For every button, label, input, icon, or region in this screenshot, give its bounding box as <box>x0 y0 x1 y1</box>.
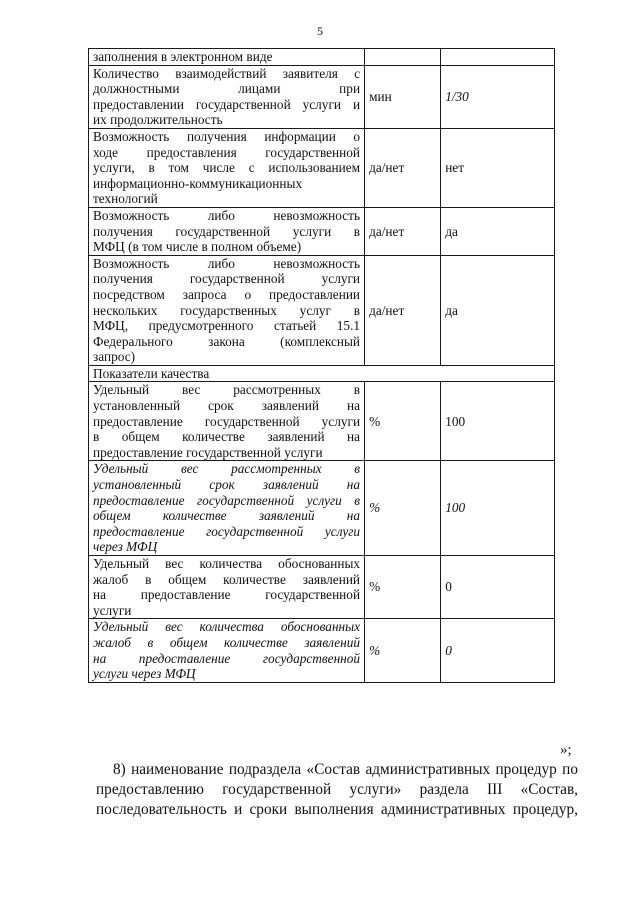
indicator-description-line: в общем количестве заявлений на <box>93 429 361 445</box>
indicator-description-cell <box>89 65 365 128</box>
indicator-unit-cell: % <box>365 556 441 619</box>
indicator-description-cell <box>89 49 365 66</box>
indicator-description-line: посредством запроса о предоставлении <box>93 286 361 302</box>
indicator-unit-cell: % <box>365 461 441 556</box>
indicator-description-line: запрос) <box>93 349 136 365</box>
table-row <box>89 128 555 207</box>
indicator-description-line: Возможность получения информации о <box>93 128 361 144</box>
page-number: 5 <box>317 24 323 38</box>
table-row <box>89 207 555 255</box>
indicator-description-line: предоставление государственной услуги в <box>93 492 361 508</box>
paragraph-line: предоставлению государственной услуги» раздела III «Состав, <box>96 781 578 798</box>
paragraph-line: последовательность и сроки выполнения административных процедур, <box>96 801 578 818</box>
indicator-description-line: установленный срок заявлений на <box>93 477 361 493</box>
indicator-description-line: на предоставление государственной <box>93 587 361 603</box>
indicator-description-line: услуги через МФЦ <box>93 666 196 682</box>
indicator-description-cell <box>89 255 365 365</box>
indicator-description-line: предоставление государственной услуги <box>93 413 361 429</box>
indicator-description-line: МФЦ, предусмотренного статьей 15.1 <box>93 318 361 334</box>
indicator-description-line: получения государственной услуги в <box>93 223 361 239</box>
indicator-description-line: Удельный вес рассмотренных в <box>93 461 361 477</box>
indicator-description-line: информационно-коммуникационных <box>93 175 303 191</box>
indicator-unit-cell: да/нет <box>365 207 441 255</box>
indicator-description-line: жалоб в общем количестве заявлений <box>93 571 361 587</box>
indicator-description-line: МФЦ (в том числе в полном объеме) <box>93 239 302 255</box>
indicators-table-body <box>89 49 555 683</box>
table-row <box>89 382 555 461</box>
indicator-description-line: установленный срок заявлений на <box>93 398 361 414</box>
indicator-description-line: ходе предоставления государственной <box>93 144 361 160</box>
closing-quote: »; <box>560 742 572 758</box>
table-row <box>89 255 555 365</box>
table-row <box>89 556 555 619</box>
indicator-description-cell <box>89 556 365 619</box>
indicator-value-cell: 0 <box>441 556 555 619</box>
indicator-description-line: их продолжительность <box>93 112 223 128</box>
indicator-value-cell: 0 <box>441 619 555 682</box>
indicators-table <box>88 48 555 683</box>
indicator-description-cell <box>89 365 555 382</box>
indicator-unit-cell <box>365 49 441 66</box>
indicator-description-cell <box>89 461 365 556</box>
indicator-description-cell <box>89 128 365 207</box>
indicator-description-line: Возможность либо невозможность <box>93 255 361 271</box>
paragraph-line: 8) наименование подраздела «Состав административных процедур по <box>113 761 578 778</box>
indicator-description-line: предоставление государственной услуги <box>93 444 323 460</box>
indicator-description-line: должностными лицами при <box>93 81 361 97</box>
indicator-value-cell: 100 <box>441 382 555 461</box>
indicator-unit-cell: % <box>365 382 441 461</box>
indicator-description-line: Показатели качества <box>93 365 210 381</box>
indicator-value-cell <box>441 49 555 66</box>
indicator-unit-cell: мин <box>365 65 441 128</box>
table-section-row <box>89 365 555 382</box>
indicator-value-cell: 1/30 <box>441 65 555 128</box>
table-row <box>89 461 555 556</box>
indicator-value-cell: нет <box>441 128 555 207</box>
indicator-unit-cell: % <box>365 619 441 682</box>
indicator-description-line: услуги, в том числе с использованием <box>93 160 361 176</box>
indicator-description-line: Количество взаимодействий заявителя с <box>93 65 361 81</box>
indicator-description-line: получения государственной услуги <box>93 271 361 287</box>
table-row <box>89 619 555 682</box>
table-row <box>89 65 555 128</box>
indicator-description-line: предоставлении государственной услуги и <box>93 96 361 112</box>
indicator-value-cell: да <box>441 255 555 365</box>
indicator-description-line: Удельный вес количества обоснованных <box>93 556 361 571</box>
indicator-value-cell: 100 <box>441 461 555 556</box>
indicator-description-line: жалоб в общем количестве заявлений <box>93 634 361 650</box>
indicator-description-line: Удельный вес количества обоснованных <box>93 619 361 635</box>
indicator-description-line: технологий <box>93 191 158 207</box>
table-row <box>89 49 555 66</box>
indicator-description-line: на предоставление государственной <box>93 650 361 666</box>
indicator-description-line: общем количестве заявлений на <box>93 508 361 524</box>
indicator-description-line: заполнения в электронном виде <box>93 49 273 64</box>
indicator-description-line: услуги <box>93 602 132 618</box>
indicator-description-line: предоставление государственной услуги <box>93 523 361 539</box>
indicator-description-cell <box>89 382 365 461</box>
paragraph-item-8 <box>96 760 578 820</box>
indicator-description-line: Федерального закона (комплексный <box>93 333 361 349</box>
indicator-unit-cell: да/нет <box>365 255 441 365</box>
indicator-description-line: Удельный вес рассмотренных в <box>93 382 361 398</box>
indicator-unit-cell: да/нет <box>365 128 441 207</box>
indicator-value-cell: да <box>441 207 555 255</box>
indicator-description-cell <box>89 207 365 255</box>
indicator-description-line: нескольких государственных услуг в <box>93 302 361 318</box>
indicator-description-cell <box>89 619 365 682</box>
indicator-description-line: через МФЦ <box>93 539 158 555</box>
indicator-description-line: Возможность либо невозможность <box>93 207 361 223</box>
